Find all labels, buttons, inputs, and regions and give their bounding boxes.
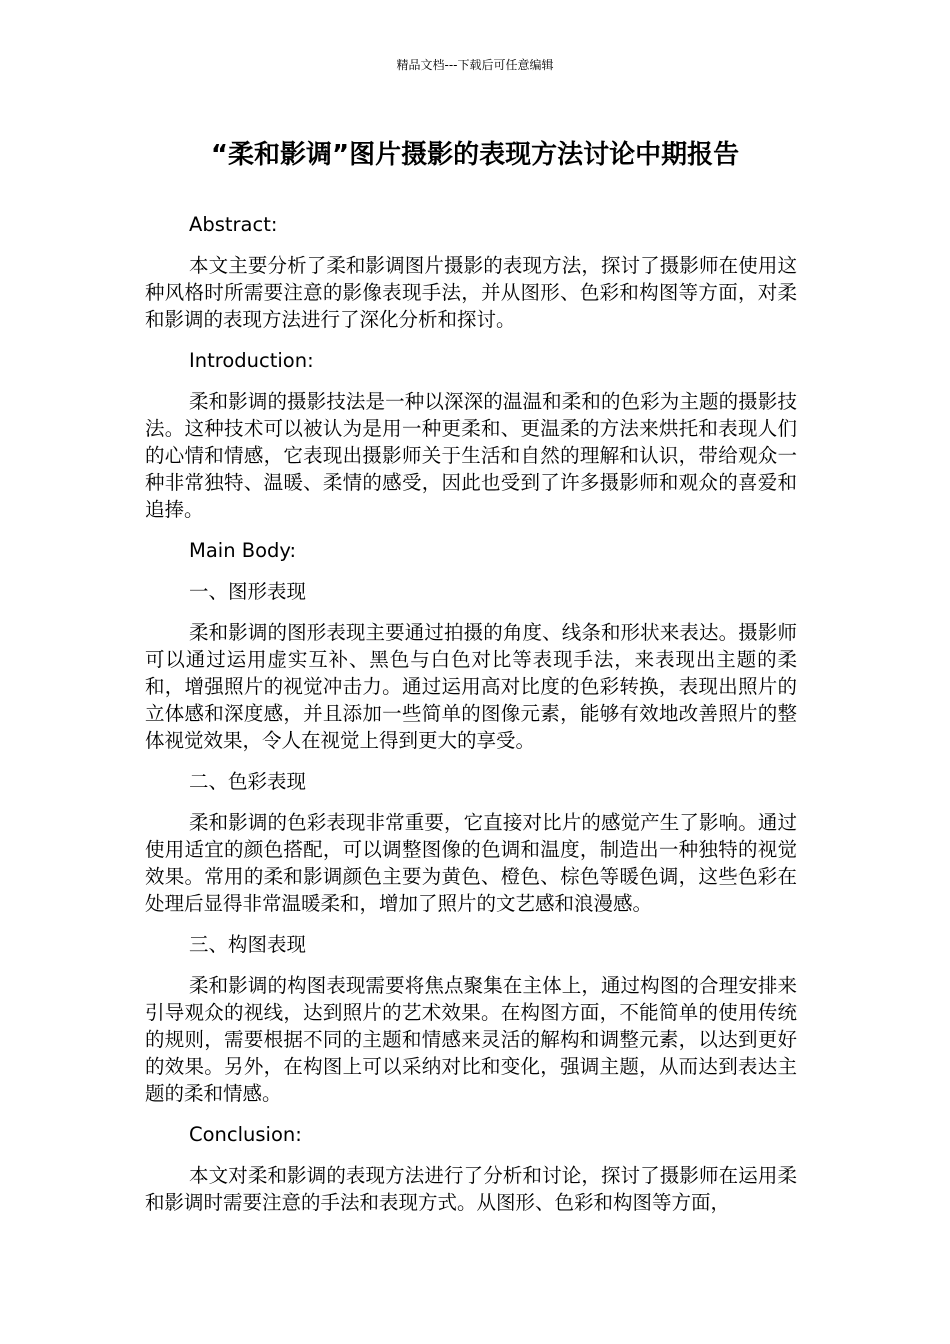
document-title: “柔和影调”图片摄影的表现方法讨论中期报告: [210, 140, 740, 170]
section-composition-paragraph: 柔和影调的构图表现需要将焦点聚集在主体上，通过构图的合理安排来引导观众的视线，达到照片的艺术效果。在构图方面，不能简单的使用传统的规则，需要根据不同的主题和情感来灵活的解构和调整元素，以达到更好的效果。另外，在构图上可以采纳对比和变化，强调主题，从而达到表达主题的柔和情感。: [145, 974, 797, 1105]
section-graphics-paragraph: 柔和影调的图形表现主要通过拍摄的角度、线条和形状来表达。摄影师可以通过运用虚实互补、黑色与白色对比等表现手法，来表现出主题的柔和，增强照片的视觉冲击力。通过运用高对比度的色彩转换，表现出照片的立体感和深度感，并且添加一些简单的图像元素，能够有效地改善照片的整体视觉效果，令人在视觉上得到更大的享受。: [145, 621, 797, 752]
section-graphics-heading: 一、图形表现: [189, 580, 307, 603]
conclusion-heading: Conclusion:: [189, 1123, 302, 1146]
abstract-paragraph: 本文主要分析了柔和影调图片摄影的表现方法，探讨了摄影师在使用这种风格时所需要注意的影像表现手法，并从图形、色彩和构图等方面，对柔和影调的表现方法进行了深化分析和探讨。: [145, 254, 797, 331]
document-body: [145, 211, 797, 1230]
abstract-heading: Abstract:: [189, 213, 278, 236]
page-header: 精品文档---下载后可任意编辑: [396, 58, 554, 72]
introduction-paragraph: 柔和影调的摄影技法是一种以深深的温温和柔和的色彩为主题的摄影技法。这种技术可以被认为是用一种更柔和、更温柔的方法来烘托和表现人们的心情和情感，它表现出摄影师关于生活和自然的理解和认识，带给观众一种非常独特、温暖、柔情的感受，因此也受到了许多摄影师和观众的喜爱和追捧。: [145, 390, 797, 521]
section-color-paragraph: 柔和影调的色彩表现非常重要，它直接对比片的感觉产生了影响。通过使用适宜的颜色搭配，可以调整图像的色调和温度，制造出一种独特的视觉效果。常用的柔和影调颜色主要为黄色、橙色、棕色等暖色调，这些色彩在处理后显得非常温暖柔和，增加了照片的文艺感和浪漫感。: [145, 811, 797, 915]
section-color-heading: 二、色彩表现: [189, 770, 307, 793]
main-body-heading: Main Body:: [189, 539, 297, 562]
section-composition-heading: 三、构图表现: [189, 933, 307, 956]
conclusion-paragraph: 本文对柔和影调的表现方法进行了分析和讨论，探讨了摄影师在运用柔和影调时需要注意的手法和表现方式。从图形、色彩和构图等方面，: [145, 1164, 797, 1214]
introduction-heading: Introduction:: [189, 349, 314, 372]
